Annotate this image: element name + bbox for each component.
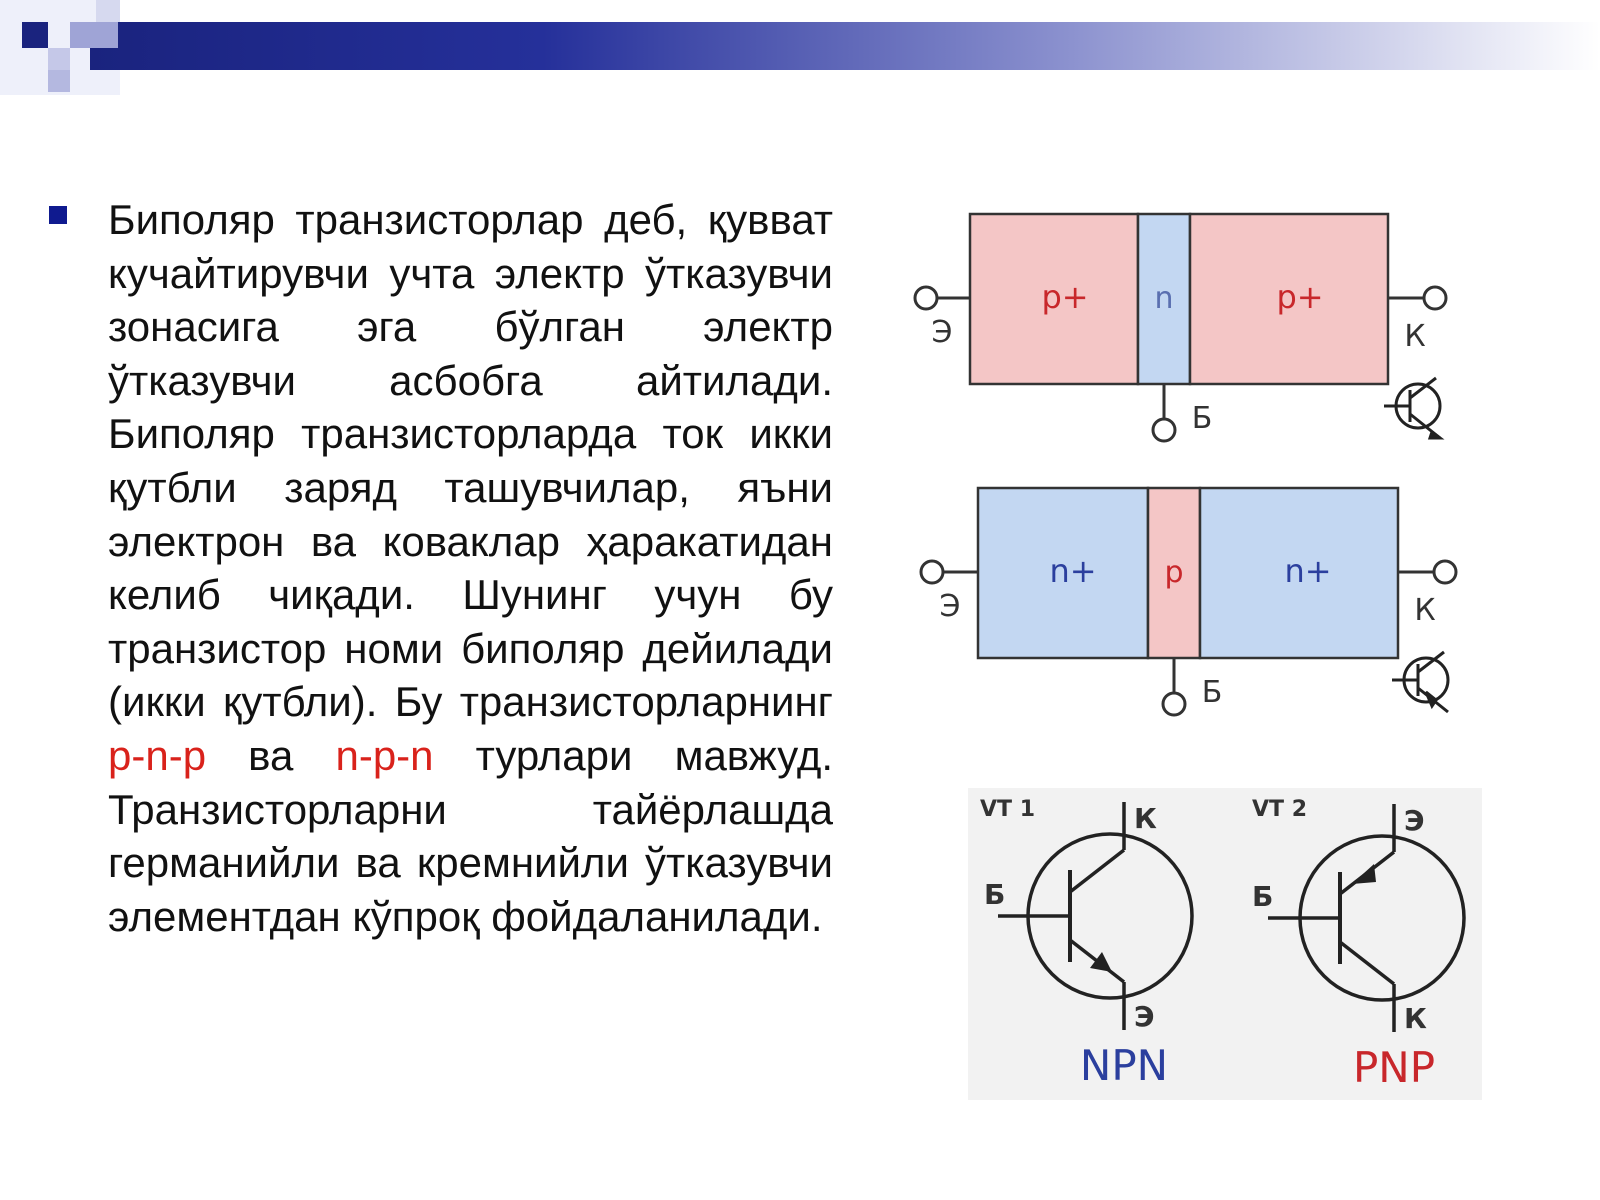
pnp-collector-terminal: [1424, 287, 1446, 309]
body-text-part3: турлари мавжуд. Транзисторларни тайёрлашда германийли ва кремнийли ўтказувчи элементдан кўпроқ фойдаланилади.: [108, 731, 833, 940]
pnp-highlight: p-n-p: [108, 731, 207, 779]
npn-left-label: n+: [1049, 552, 1097, 590]
vt2-name: VT 2: [1252, 797, 1307, 822]
npn-highlight: n-p-n: [335, 731, 434, 779]
vt1-name: VT 1: [980, 797, 1035, 822]
vt1-emitter-label: Э: [1134, 1000, 1155, 1033]
npn-emitter-terminal: [921, 561, 943, 583]
pnp-base-terminal: [1153, 419, 1175, 441]
vt1-base-label: Б: [984, 878, 1006, 911]
vt2-type-label: PNP: [1352, 1043, 1436, 1092]
vt2-base-label: Б: [1252, 880, 1274, 913]
npn-collector-terminal: [1434, 561, 1456, 583]
body-text: [108, 193, 833, 943]
header-square-pale: [48, 48, 70, 70]
bullet-marker: [49, 206, 67, 224]
npn-mini-symbol: [1392, 652, 1448, 712]
npn-structure: [921, 488, 1456, 715]
pnp-emitter-label: Э: [931, 315, 953, 350]
npn-emitter-label: Э: [939, 589, 961, 624]
npn-base-terminal: [1163, 693, 1185, 715]
npn-middle-label: p: [1164, 555, 1184, 590]
vt1-collector-label: К: [1134, 802, 1157, 835]
body-text-part1: Биполяр транзисторлар деб, қувват кучайтирувчи учта электр ўтказувчи зонасига эга бўлган электр ўтказувчи асбобга айтилади. Биполяр транзисторларда ток икки қутбли заряд ташувчилар, яъни электрон ва коваклар ҳаракатидан келиб чиқади. Шунинг учун бу транзистор номи биполяр дейилади (икки қутбли). Бу транзисторларнинг: [108, 196, 833, 726]
pnp-collector-label: К: [1404, 319, 1426, 354]
transistor-diagram: [880, 180, 1600, 1140]
header-square-top: [96, 0, 120, 22]
vt1-type-label: NPN: [1079, 1041, 1169, 1090]
pnp-mini-symbol: [1384, 378, 1440, 438]
npn-collector-label: К: [1414, 593, 1436, 628]
vt2-emitter-label: Э: [1404, 804, 1425, 837]
pnp-emitter-terminal: [915, 287, 937, 309]
header-square-light: [70, 22, 118, 48]
npn-base-label: Б: [1201, 675, 1223, 710]
pnp-right-label: p+: [1276, 278, 1324, 316]
pnp-base-label: Б: [1191, 401, 1213, 436]
pnp-left-label: p+: [1041, 278, 1089, 316]
header-gradient-band: [90, 22, 1600, 70]
npn-right-label: n+: [1284, 552, 1332, 590]
header-bar: [0, 0, 1600, 100]
header-square-mid: [48, 70, 70, 92]
vt2-collector-label: К: [1404, 1002, 1427, 1035]
pnp-structure: [915, 214, 1446, 441]
header-square-dark: [22, 22, 48, 48]
pnp-middle-label: n: [1154, 281, 1174, 316]
body-text-part2: ва: [206, 731, 336, 779]
